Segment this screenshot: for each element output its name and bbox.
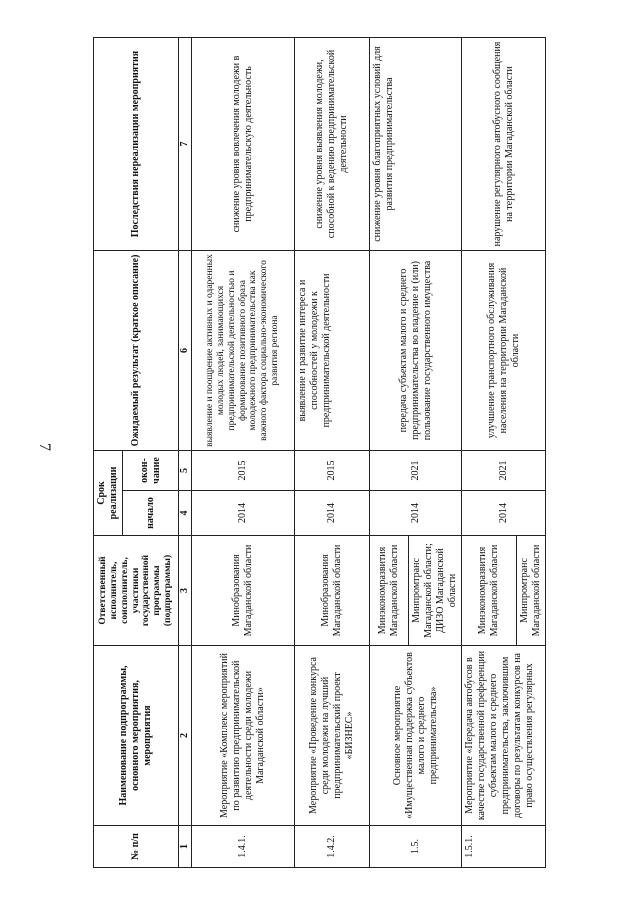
row-end: 2015 [295,451,370,491]
row-responsible: Минэкономразвития Магаданской области [462,536,517,646]
row-name: Мероприятие «Комплекс мероприятий по развитию предпринимательской деятельности среди молодежи Магаданской области» [192,646,295,826]
row-consequence: снижение уровня благоприятных условий для развития предпринимательства [370,38,462,251]
table-row [370,38,409,868]
header-num: № п/п [94,826,179,868]
row-start: 2014 [462,491,546,536]
table-row [295,38,370,868]
row-start: 2014 [295,491,370,536]
row-end: 2015 [192,451,295,491]
row-consequence: нарушение регулярного автобусного сообщения на территории Магаданской области [462,38,546,251]
col-number: 5 [179,451,192,491]
row-responsible: Минобразования Магаданской области [192,536,295,646]
row-end: 2021 [462,451,546,491]
row-responsible-secondary: Минпромтранс Магаданской области [517,536,546,646]
program-activities-table [93,37,546,868]
row-start: 2014 [192,491,295,536]
col-number: 1 [179,826,192,868]
header-name: Наименование подпрограммы, основного мероприятия, мероприятия [94,646,179,826]
row-consequence: снижение уровня вовлечения молодежи в предпринимательскую деятельность [192,38,295,251]
row-num: 1.4.2. [295,826,370,868]
row-result: передача субъектам малого и среднего предпринимательства во владение и (или) пользование государственного имущества [370,251,462,451]
row-num: 1.4.1. [192,826,295,868]
row-name: Мероприятие «Передача автобусов в качестве государственной преференции субъектам малого и среднего предпринимательства, заключившим договоры по результатам конкурсов на право осуществления регулярных [462,646,546,826]
row-name: Основное мероприятие «Имущественная поддержка субъектов малого и среднего предпринимательства» [370,646,462,826]
row-end: 2021 [370,451,462,491]
row-responsible: Минобразования Магаданской области [295,536,370,646]
header-responsible: Ответственный исполнитель, соисполнитель, участники государственной программы (подпрограммы) [94,536,179,646]
header-row [94,38,123,868]
row-responsible: Минэкономразвития Магаданской области [370,536,409,646]
header-term: Срок реализации [94,451,123,536]
header-end: окон- чание [123,451,179,491]
program-table-frame [93,38,593,868]
header-result: Ожидаемый результат (краткое описание) [94,251,179,451]
table-row [192,38,295,868]
header-start: начало [123,491,179,536]
col-number: 2 [179,646,192,826]
row-result: выявление и поощрение активных и одаренных молодых людей, занимающихся предпринимательской деятельностью и формирование позитивного образа молодежного предпринимательства как важного фактора социально-экономического развития региона [192,251,295,451]
row-start: 2014 [370,491,462,536]
column-number-row [179,38,192,868]
row-result: выявление и развитие интереса и способностей у молодежи к предпринимательской деятельности [295,251,370,451]
page-number: 7 [36,443,53,451]
col-number: 4 [179,491,192,536]
row-responsible-secondary: Минпромтранс Магаданской области; ДИЗО Магаданской области [409,536,462,646]
row-name: Мероприятие «Проведение конкурса среди молодежи на лучший предпринимательский проект «БИЗНЕС» [295,646,370,826]
row-num: 1.5. [370,826,462,868]
col-number: 6 [179,251,192,451]
row-consequence: снижение уровня выявления молодежи, способной к ведению предпринимательской деятельности [295,38,370,251]
col-number: 3 [179,536,192,646]
row-num: 1.5.1. [462,826,546,868]
col-number: 7 [179,38,192,251]
row-result: улучшение транспортного обслуживания населения на территории Магаданской области [462,251,546,451]
table-row [462,38,517,868]
header-consequence: Последствия нереализации мероприятия [94,38,179,251]
